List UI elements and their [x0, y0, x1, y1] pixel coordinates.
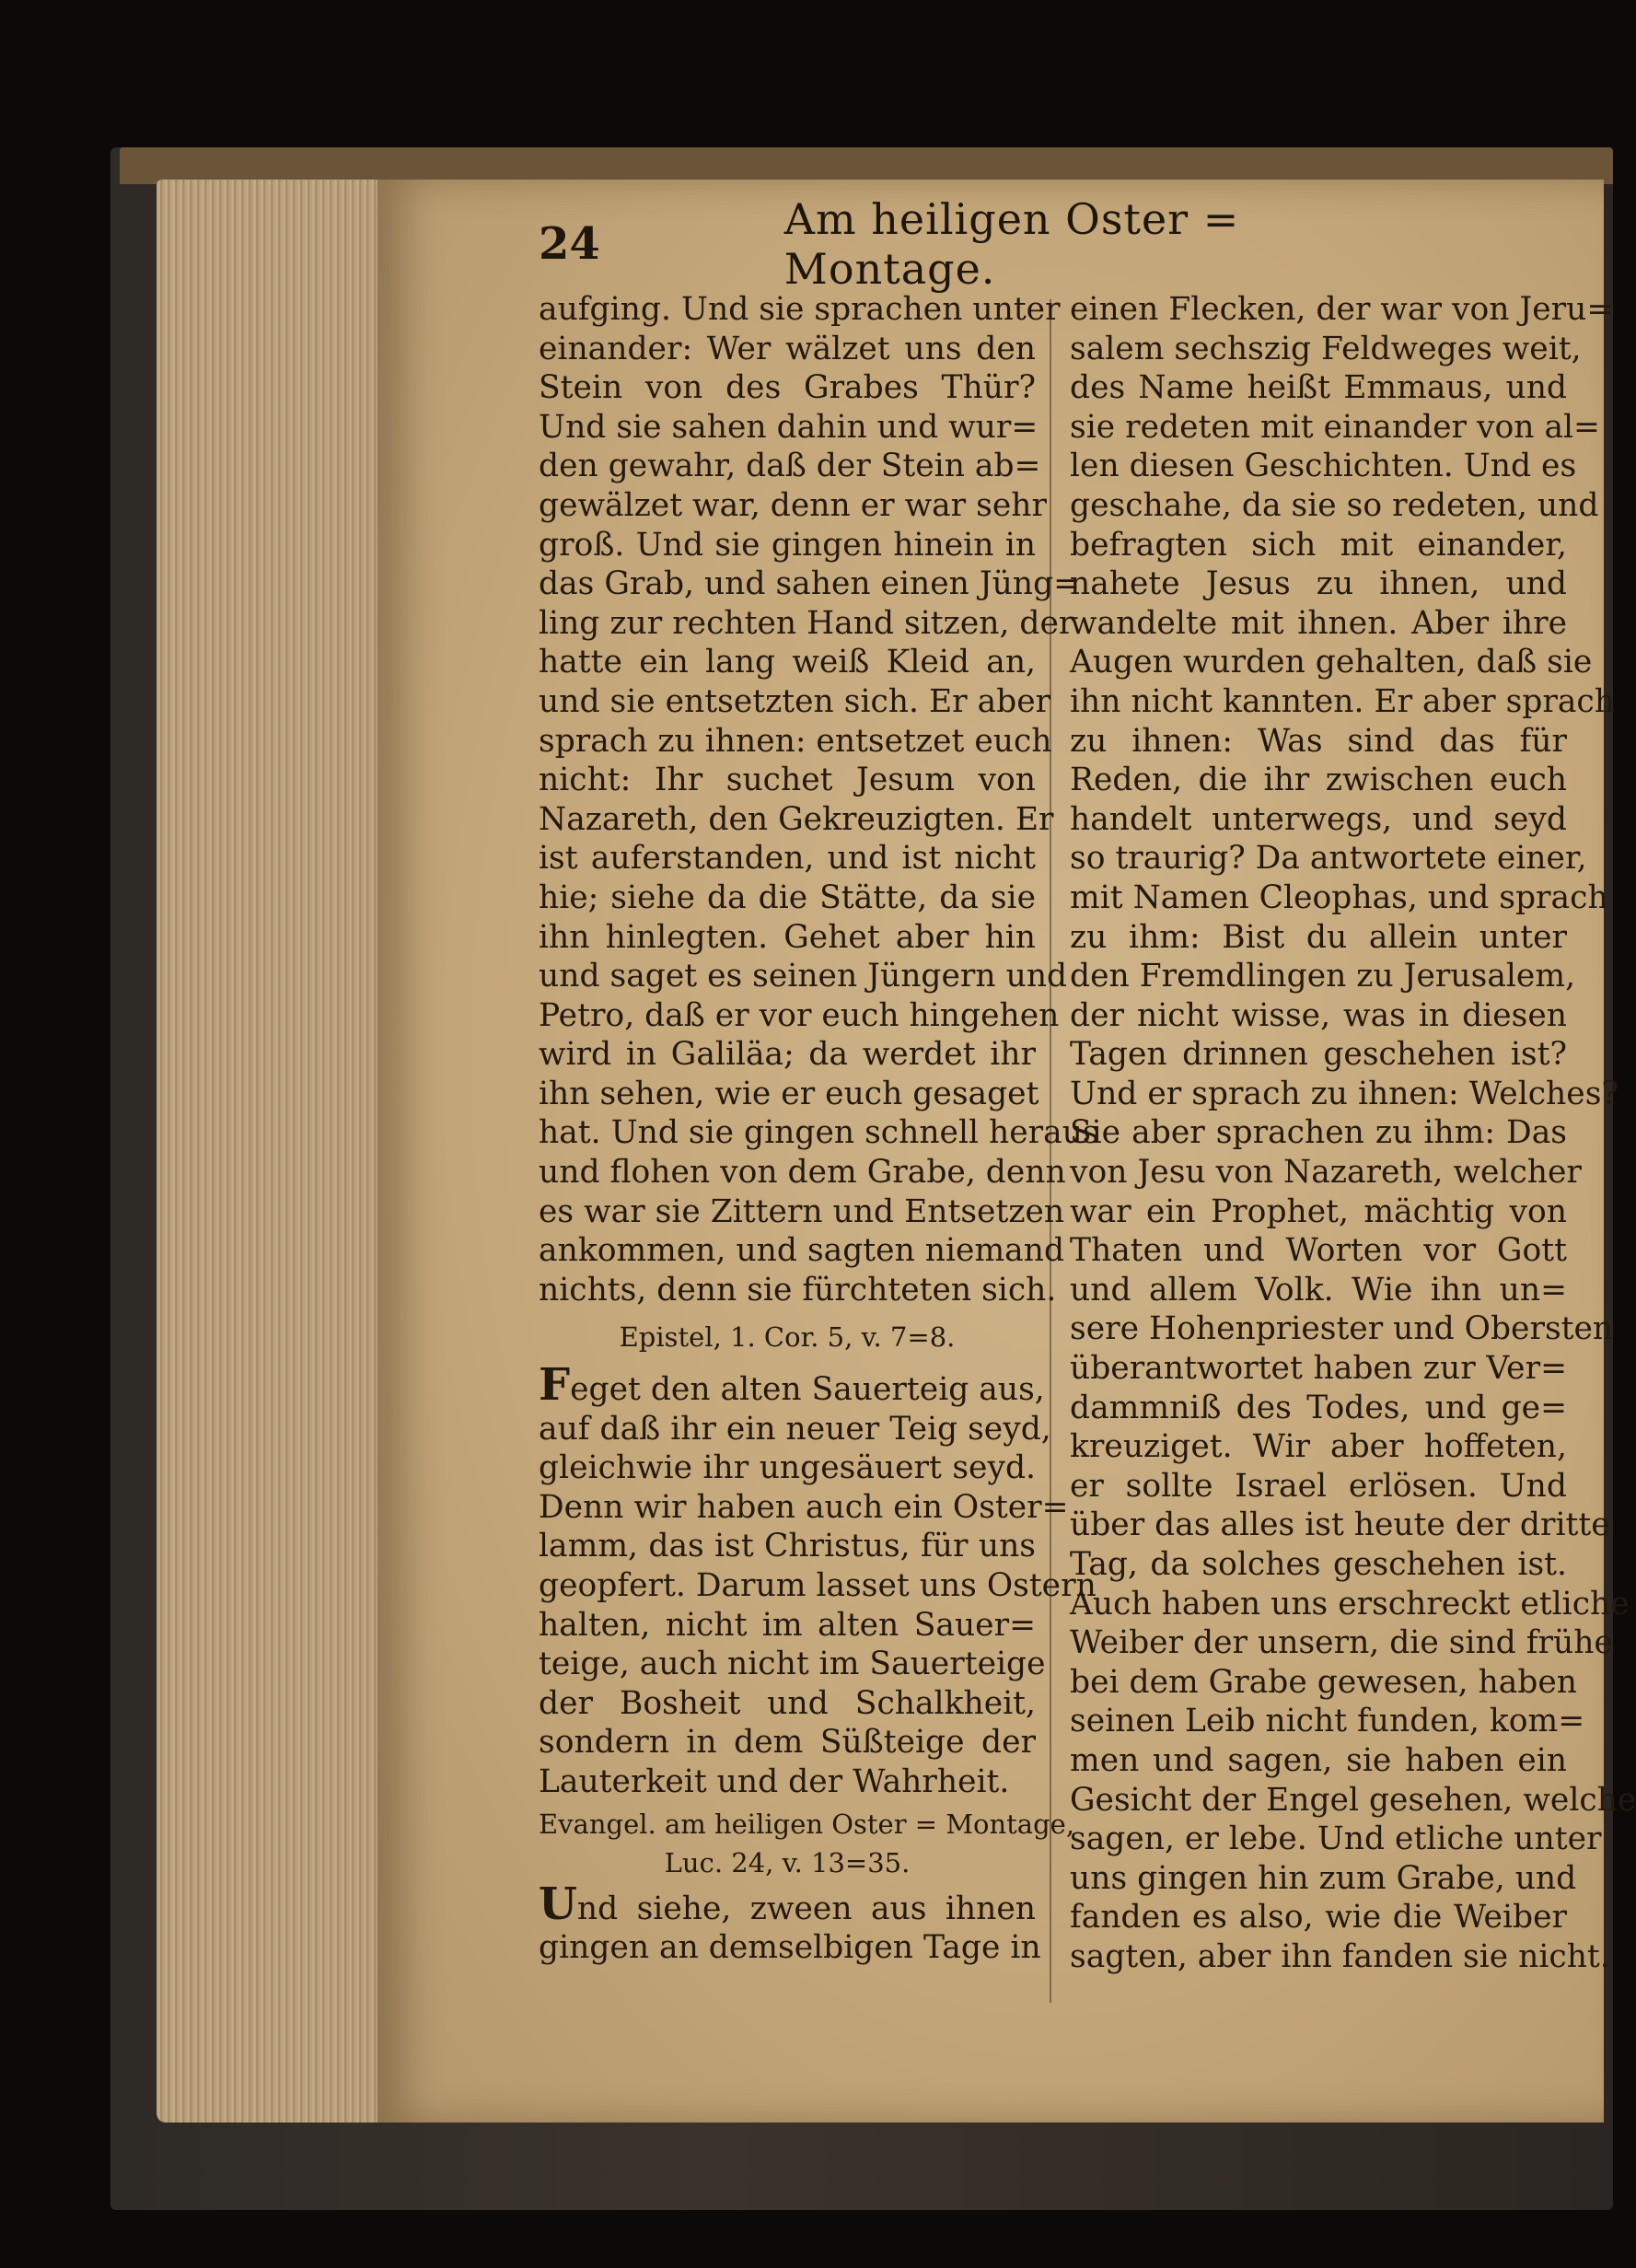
text-line: einander: Wer wälzet uns den — [539, 330, 1036, 367]
text-line: Gesicht der Engel gesehen, welche — [1070, 1781, 1636, 1819]
book-cover-top-edge — [120, 147, 1613, 184]
text-line: Weiber der unsern, die sind frühe — [1070, 1624, 1613, 1662]
gospel-text — [539, 1878, 1041, 1968]
text-line: handelt unterwegs, und seyd — [1070, 800, 1567, 838]
text-line: Augen wurden gehalten, daß sie — [1070, 644, 1593, 681]
left-column-text — [539, 290, 1099, 1309]
page-number: 24 — [539, 218, 600, 270]
text-line: mit Namen Cleophas, und sprach — [1070, 878, 1608, 916]
text-line: len diesen Geschichten. Und es — [1070, 448, 1577, 485]
text-line: ihn hinlegten. Gehet aber hin — [539, 918, 1036, 956]
text-line: uns gingen hin zum Grabe, und — [1070, 1859, 1577, 1897]
text-line: fanden es also, wie die Weiber — [1070, 1899, 1567, 1937]
text-line: sie redeten mit einander von al= — [1070, 408, 1600, 446]
text-line: zu ihm: Bist du allein unter — [1070, 918, 1567, 956]
text-line: Feget den alten Sauerteig aus, — [539, 1359, 1045, 1412]
text-line: gewälzet war, denn er war sehr — [539, 486, 1047, 524]
text-line: Nazareth, den Gekreuzigten. Er — [539, 800, 1054, 838]
gospel-heading-title: Evangel. am heiligen Oster = Montage, — [539, 1808, 1075, 1840]
text-line: der Bosheit und Schalkheit, — [539, 1684, 1036, 1722]
text-line: Tag, da solches geschehen ist. — [1070, 1546, 1567, 1583]
text-line: hie; siehe da die Stätte, da sie — [539, 878, 1036, 916]
text-line: den gewahr, daß der Stein ab= — [539, 448, 1041, 485]
column-divider — [1050, 299, 1051, 2003]
text-line: es war sie Zittern und Entsetzen — [539, 1192, 1065, 1230]
text-line: Auch haben uns erschreckt etliche — [1070, 1585, 1630, 1622]
text-line: sondern in dem Süßteige der — [539, 1724, 1036, 1762]
text-line: auf daß ihr ein neuer Teig seyd, — [539, 1410, 1051, 1448]
text-line: Und er sprach zu ihnen: Welches? — [1070, 1075, 1619, 1112]
text-line: ihn nicht kannten. Er aber sprach — [1070, 682, 1615, 720]
text-line: gingen an demselbigen Tage in — [539, 1929, 1041, 1967]
text-line: Denn wir haben auch ein Oster= — [539, 1488, 1069, 1526]
text-line: aufging. Und sie sprachen unter — [539, 291, 1061, 328]
text-line: war ein Prophet, mächtig von — [1070, 1192, 1567, 1230]
text-line: geschahe, da sie so redeten, und — [1070, 486, 1599, 524]
text-line: und flohen von dem Grabe, denn — [539, 1154, 1066, 1192]
text-line: einen Flecken, der war von Jeru= — [1070, 291, 1614, 328]
running-title: Am heiligen Oster = Montage. — [783, 194, 1240, 294]
text-line: geopfert. Darum lasset uns Ostern — [539, 1567, 1096, 1604]
text-line: Und sie sahen dahin und wur= — [539, 408, 1038, 446]
text-line: das Grab, und sahen einen Jüng= — [539, 565, 1081, 603]
text-line: men und sagen, sie haben ein — [1070, 1741, 1567, 1779]
text-line: Reden, die ihr zwischen euch — [1070, 762, 1567, 799]
text-line: bei dem Grabe gewesen, haben — [1070, 1663, 1578, 1701]
text-line: der nicht wisse, was in diesen — [1070, 996, 1567, 1034]
text-line: und sie entsetzten sich. Er aber — [539, 682, 1051, 720]
text-line: ankommen, und sagten niemand — [539, 1232, 1065, 1270]
text-line: salem sechszig Feldweges weit, — [1070, 330, 1582, 367]
text-line: lamm, das ist Christus, für uns — [539, 1528, 1036, 1565]
text-line: von Jesu von Nazareth, welcher — [1070, 1154, 1582, 1192]
text-line: nahete Jesus zu ihnen, und — [1070, 565, 1567, 603]
text-line: wandelte mit ihnen. Aber ihre — [1070, 604, 1567, 642]
gospel-heading-reference: Luc. 24, v. 13=35. — [664, 1846, 911, 1878]
text-line: so traurig? Da antwortete einer, — [1070, 840, 1587, 878]
text-line: wird in Galiläa; da werdet ihr — [539, 1036, 1036, 1074]
text-line: sere Hohenpriester und Obersten — [1070, 1310, 1614, 1348]
right-column-text — [1070, 290, 1636, 1977]
text-line: sagten, aber ihn fanden sie nicht. — [1070, 1937, 1610, 1975]
text-line: sagen, er lebe. Und etliche unter — [1070, 1820, 1602, 1858]
text-line: über das alles ist heute der dritte — [1070, 1506, 1610, 1544]
text-line: halten, nicht im alten Sauer= — [539, 1606, 1036, 1644]
text-line: Thaten und Worten vor Gott — [1070, 1232, 1567, 1270]
text-line: gleichwie ihr ungesäuert seyd. — [539, 1449, 1036, 1487]
text-line: hat. Und sie gingen schnell heraus — [539, 1114, 1099, 1152]
text-line: den Fremdlingen zu Jerusalem, — [1070, 958, 1576, 995]
text-line: befragten sich mit einander, — [1070, 526, 1567, 564]
text-line: dammniß des Todes, und ge= — [1070, 1389, 1567, 1426]
right-column — [1070, 290, 1636, 1977]
epistle-text — [539, 1359, 1096, 1802]
text-line: Tagen drinnen geschehen ist? — [1070, 1036, 1567, 1074]
text-line: Sie aber sprachen zu ihm: Das — [1070, 1114, 1567, 1152]
text-line: des Name heißt Emmaus, und — [1070, 369, 1567, 407]
text-line: teige, auch nicht im Sauerteige — [539, 1646, 1046, 1683]
text-line: ling zur rechten Hand sitzen, der — [539, 604, 1074, 642]
text-line: Lauterkeit und der Wahrheit. — [539, 1762, 1010, 1800]
page-fore-edge — [157, 180, 387, 2123]
text-line: zu ihnen: Was sind das für — [1070, 722, 1567, 760]
text-line: ihn sehen, wie er euch gesaget — [539, 1075, 1039, 1112]
text-line: hatte ein lang weiß Kleid an, — [539, 644, 1036, 681]
left-column — [539, 290, 1099, 1968]
text-line: kreuziget. Wir aber hoffeten, — [1070, 1428, 1567, 1466]
text-line: überantwortet haben zur Ver= — [1070, 1350, 1567, 1388]
text-line: und saget es seinen Jüngern und — [539, 958, 1068, 995]
text-line: nicht: Ihr suchet Jesum von — [539, 762, 1036, 799]
text-line: sprach zu ihnen: entsetzet euch — [539, 722, 1052, 760]
text-line: und allem Volk. Wie ihn un= — [1070, 1271, 1567, 1308]
text-line: Petro, daß er vor euch hingehen — [539, 996, 1060, 1034]
text-line: Und siehe, zween aus ihnen — [539, 1878, 1036, 1930]
text-line: ist auferstanden, und ist nicht — [539, 840, 1036, 878]
text-line: er sollte Israel erlösen. Und — [1070, 1467, 1567, 1505]
page-header — [539, 194, 1312, 294]
epistle-heading: Epistel, 1. Cor. 5, v. 7=8. — [619, 1321, 956, 1354]
text-line: nichts, denn sie fürchteten sich. — [539, 1271, 1057, 1308]
text-line: seinen Leib nicht funden, kom= — [1070, 1703, 1585, 1740]
text-line: groß. Und sie gingen hinein in — [539, 526, 1036, 564]
text-line: Stein von des Grabes Thür? — [539, 369, 1036, 407]
